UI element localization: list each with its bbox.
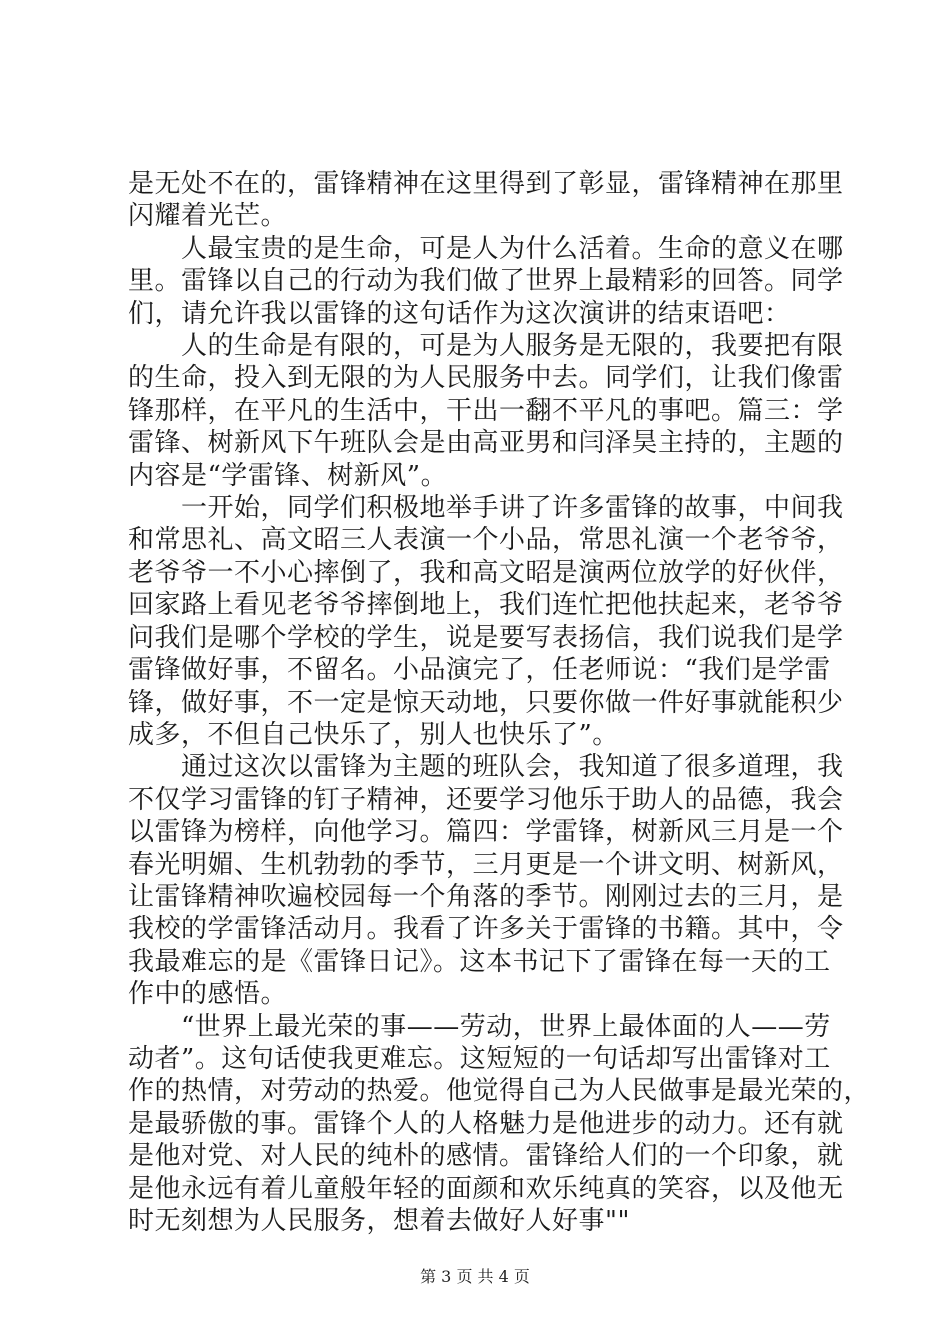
text-line: 锋那样，在平凡的生活中，干出一翻不平凡的事吧。篇三：学 bbox=[128, 395, 844, 426]
text-line: 回家路上看见老爷爷摔倒地上，我们连忙把他扶起来，老爷爷 bbox=[128, 590, 844, 621]
text-line: 我校的学雷锋活动月。我看了许多关于雷锋的书籍。其中，令 bbox=[128, 914, 844, 945]
text-line: 里。雷锋以自己的行动为我们做了世界上最精彩的回答。同学 bbox=[128, 266, 844, 297]
text-line: 人最宝贵的是生命，可是人为什么活着。生命的意义在哪 bbox=[128, 233, 844, 264]
text-line: 闪耀着光芒。 bbox=[128, 201, 288, 232]
text-line: 人的生命是有限的，可是为人服务是无限的，我要把有限 bbox=[128, 331, 844, 362]
text-line: 雷锋、树新风下午班队会是由高亚男和闫泽昊主持的，主题的 bbox=[128, 428, 844, 459]
text-line: 内容是“学雷锋、树新风”。 bbox=[128, 460, 448, 491]
text-line: 让雷锋精神吹遍校园每一个角落的季节。刚刚过去的三月，是 bbox=[128, 881, 844, 912]
text-line: 以雷锋为榜样，向他学习。篇四：学雷锋，树新风三月是一个 bbox=[128, 817, 844, 848]
text-line: 雷锋做好事，不留名。小品演完了，任老师说：“我们是学雷 bbox=[128, 655, 831, 686]
text-line: 是他永远有着儿童般年轻的面颜和欢乐纯真的笑容，以及他无 bbox=[128, 1173, 844, 1204]
text-line: 和常思礼、高文昭三人表演一个小品，常思礼演一个老爷爷， bbox=[128, 525, 844, 556]
text-line: 是无处不在的，雷锋精神在这里得到了彰显，雷锋精神在那里 bbox=[128, 169, 844, 199]
text-line: 一开始，同学们积极地举手讲了许多雷锋的故事，中间我 bbox=[128, 493, 844, 524]
text-line: 时无刻想为人民服务，想着去做好人好事"" bbox=[128, 1206, 630, 1236]
text-line: 动者”。这句话使我更难忘。这短短的一句话却写出雷锋对工 bbox=[128, 1043, 831, 1074]
text-line: 是他对党、对人民的纯朴的感情。雷锋给人们的一个印象，就 bbox=[128, 1141, 844, 1172]
document-body bbox=[128, 168, 871, 1237]
text-line: 春光明媚、生机勃勃的季节，三月更是一个讲文明、树新风， bbox=[128, 849, 844, 880]
text-line: 的生命，投入到无限的为人民服务中去。同学们，让我们像雷 bbox=[128, 363, 844, 394]
text-line: 作中的感悟。 bbox=[128, 979, 288, 1010]
text-line: 是最骄傲的事。雷锋个人的人格魅力是他进步的动力。还有就 bbox=[128, 1108, 844, 1139]
page-footer: 第 3 页 共 4 页 bbox=[420, 1267, 530, 1286]
text-line: 问我们是哪个学校的学生，说是要写表扬信，我们说我们是学 bbox=[128, 622, 844, 653]
text-line: “世界上最光荣的事——劳动，世界上最体面的人——劳 bbox=[128, 1011, 831, 1042]
text-line: 不仅学习雷锋的钉子精神，还要学习他乐于助人的品德，我会 bbox=[128, 784, 844, 815]
text-line: 我最难忘的是《雷锋日记》。这本书记下了雷锋在每一天的工 bbox=[128, 946, 831, 977]
text-line: 作的热情，对劳动的热爱。他觉得自己为人民做事是最光荣的， bbox=[128, 1076, 871, 1107]
text-line: 们，请允许我以雷锋的这句话作为这次演讲的结束语吧： bbox=[128, 298, 791, 329]
text-line: 锋，做好事，不一定是惊天动地，只要你做一件好事就能积少 bbox=[128, 687, 844, 718]
text-line: 成多，不但自己快乐了，别人也快乐了”。 bbox=[128, 719, 619, 750]
text-line: 通过这次以雷锋为主题的班队会，我知道了很多道理，我 bbox=[128, 752, 844, 783]
text-line: 老爷爷一不小心摔倒了，我和高文昭是演两位放学的好伙伴， bbox=[128, 557, 844, 588]
